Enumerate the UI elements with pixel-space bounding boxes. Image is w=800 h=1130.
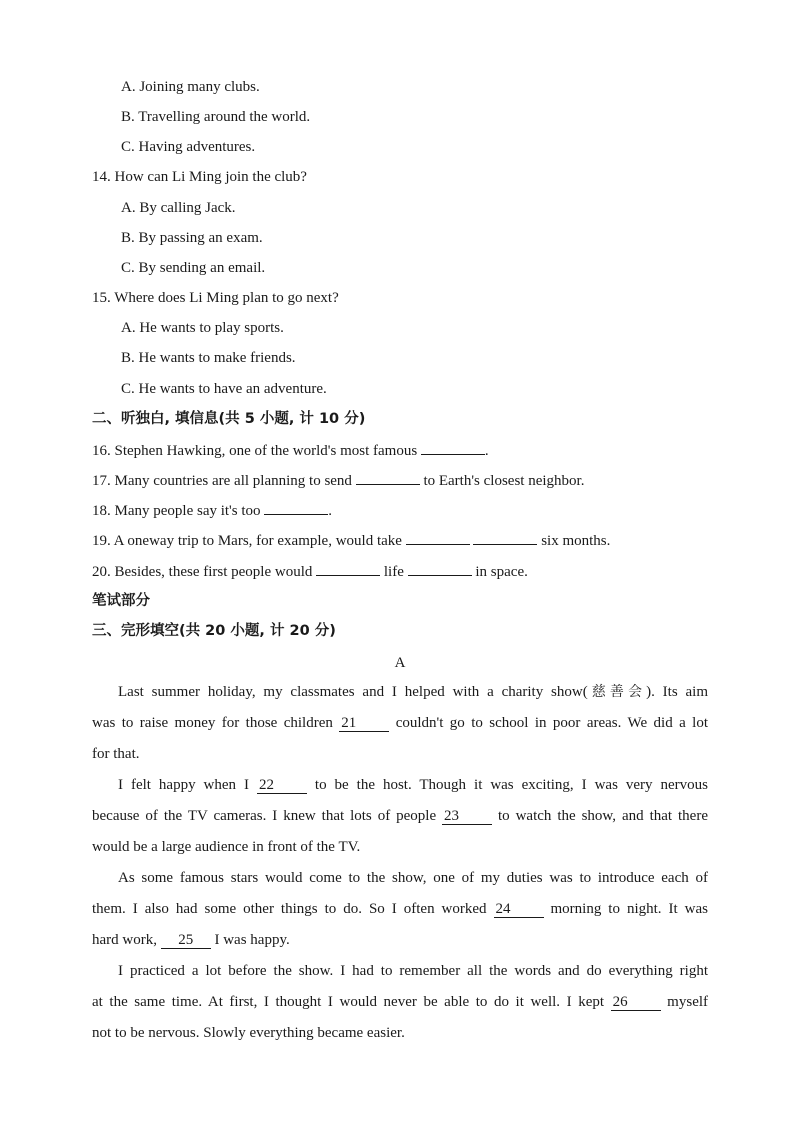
- fill-item-20-text-a: 20. Besides, these first people would: [92, 564, 317, 580]
- passage-text: to watch the show, and that there: [492, 808, 708, 824]
- fill-item-20-text-c: in space.: [471, 564, 528, 580]
- q15-option-c: C. He wants to have an adventure.: [121, 381, 327, 397]
- answer-blank-19b[interactable]: [473, 530, 537, 545]
- passage-text: couldn't go to school in poor areas. We did a lot: [389, 715, 708, 731]
- q14-option-a: A. By calling Jack.: [121, 200, 236, 216]
- fill-item-16: [92, 440, 800, 461]
- answer-blank-20b[interactable]: [408, 561, 472, 576]
- passage-p2-line2: [92, 801, 708, 832]
- q13-option-a: A. Joining many clubs.: [121, 79, 260, 95]
- passage-text: Last summer holiday, my classmates and I helped with a charity show(: [118, 684, 588, 700]
- passage-text: was to raise money for those children: [92, 715, 340, 731]
- fill-item-18-text-a: 18. Many people say it's too: [92, 503, 265, 519]
- cloze-blank-23[interactable]: 23: [442, 808, 492, 825]
- q13-option-c: C. Having adventures.: [121, 139, 256, 155]
- cloze-blank-22[interactable]: 22: [257, 777, 307, 794]
- q15-option-b: B. He wants to make friends.: [121, 350, 296, 366]
- passage-p3-line2: [92, 894, 708, 925]
- fill-item-18: [92, 500, 800, 521]
- fill-item-18-text-b: .: [328, 503, 333, 519]
- chinese-gloss: 慈善会: [587, 684, 647, 700]
- passage-p2-line3: would be a large audience in front of the TV.: [92, 839, 361, 855]
- q14-option-c: C. By sending an email.: [121, 260, 266, 276]
- fill-item-20: [92, 561, 800, 582]
- fill-item-19-text-c: six months.: [537, 533, 611, 549]
- section-3-title: 三、完形填空(共 20 小题, 计 20 分): [92, 623, 336, 639]
- fill-item-20-text-b: life: [380, 564, 408, 580]
- passage-text: hard work,: [92, 932, 161, 948]
- fill-item-19: [92, 530, 800, 551]
- written-part-heading: 笔试部分: [92, 593, 150, 609]
- passage-text: morning to night. It was: [543, 901, 708, 917]
- passage-p1-line3: for that.: [92, 746, 140, 762]
- passage-p4-line3: not to be nervous. Slowly everything became easier.: [92, 1025, 405, 1041]
- fill-item-17: [92, 470, 800, 491]
- passage-p3-line1: As some famous stars would come to the show, one of my duties was to introduce each of: [118, 870, 708, 886]
- passage-text: them. I also had some other things to do. So I often worked: [92, 901, 494, 917]
- q14-question: 14. How can Li Ming join the club?: [92, 169, 307, 185]
- passage-text: I felt happy when I: [118, 777, 257, 793]
- section-2-title: 二、听独白, 填信息(共 5 小题, 计 10 分): [92, 411, 366, 427]
- cloze-blank-25[interactable]: 25: [161, 932, 211, 949]
- passage-p1-line2: [92, 708, 708, 739]
- answer-blank-18[interactable]: [264, 500, 328, 515]
- cloze-blank-21[interactable]: 21: [339, 715, 389, 732]
- passage-p4-line1: I practiced a lot before the show. I had to remember all the words and do everything right: [118, 963, 708, 979]
- cloze-blank-26[interactable]: 26: [611, 994, 661, 1011]
- passage-a: [92, 677, 708, 1049]
- passage-p2-line1: [92, 770, 708, 801]
- fill-item-17-text-a: 17. Many countries are all planning to send: [92, 473, 356, 489]
- q15-question: 15. Where does Li Ming plan to go next?: [92, 290, 339, 306]
- passage-text: because of the TV cameras. I knew that lots of people: [92, 808, 443, 824]
- answer-blank-20a[interactable]: [316, 561, 380, 576]
- fill-item-16-text-a: 16. Stephen Hawking, one of the world's most famous: [92, 443, 421, 459]
- answer-blank-19a[interactable]: [406, 530, 470, 545]
- fill-item-17-text-b: to Earth's closest neighbor.: [419, 473, 585, 489]
- answer-blank-17[interactable]: [356, 470, 420, 485]
- cloze-blank-24[interactable]: 24: [494, 901, 544, 918]
- fill-item-16-text-b: .: [484, 443, 489, 459]
- answer-blank-16[interactable]: [421, 440, 485, 455]
- passage-text: ). Its aim: [646, 684, 708, 700]
- q14-option-b: B. By passing an exam.: [121, 230, 263, 246]
- passage-p4-line2: [92, 987, 708, 1018]
- passage-text: I was happy.: [210, 932, 290, 948]
- q13-option-b: B. Travelling around the world.: [121, 109, 311, 125]
- passage-label: A: [394, 655, 406, 671]
- passage-p3-line3: [92, 925, 708, 956]
- q15-option-a: A. He wants to play sports.: [121, 320, 284, 336]
- passage-text: to be the host. Though it was exciting, I was very nervous: [306, 777, 708, 793]
- fill-item-19-text-a: 19. A oneway trip to Mars, for example, would take: [92, 533, 406, 549]
- passage-p1-line1: [92, 677, 708, 708]
- passage-text: at the same time. At first, I thought I would never be able to do it well. I kept: [92, 994, 611, 1010]
- passage-text: myself: [660, 994, 708, 1010]
